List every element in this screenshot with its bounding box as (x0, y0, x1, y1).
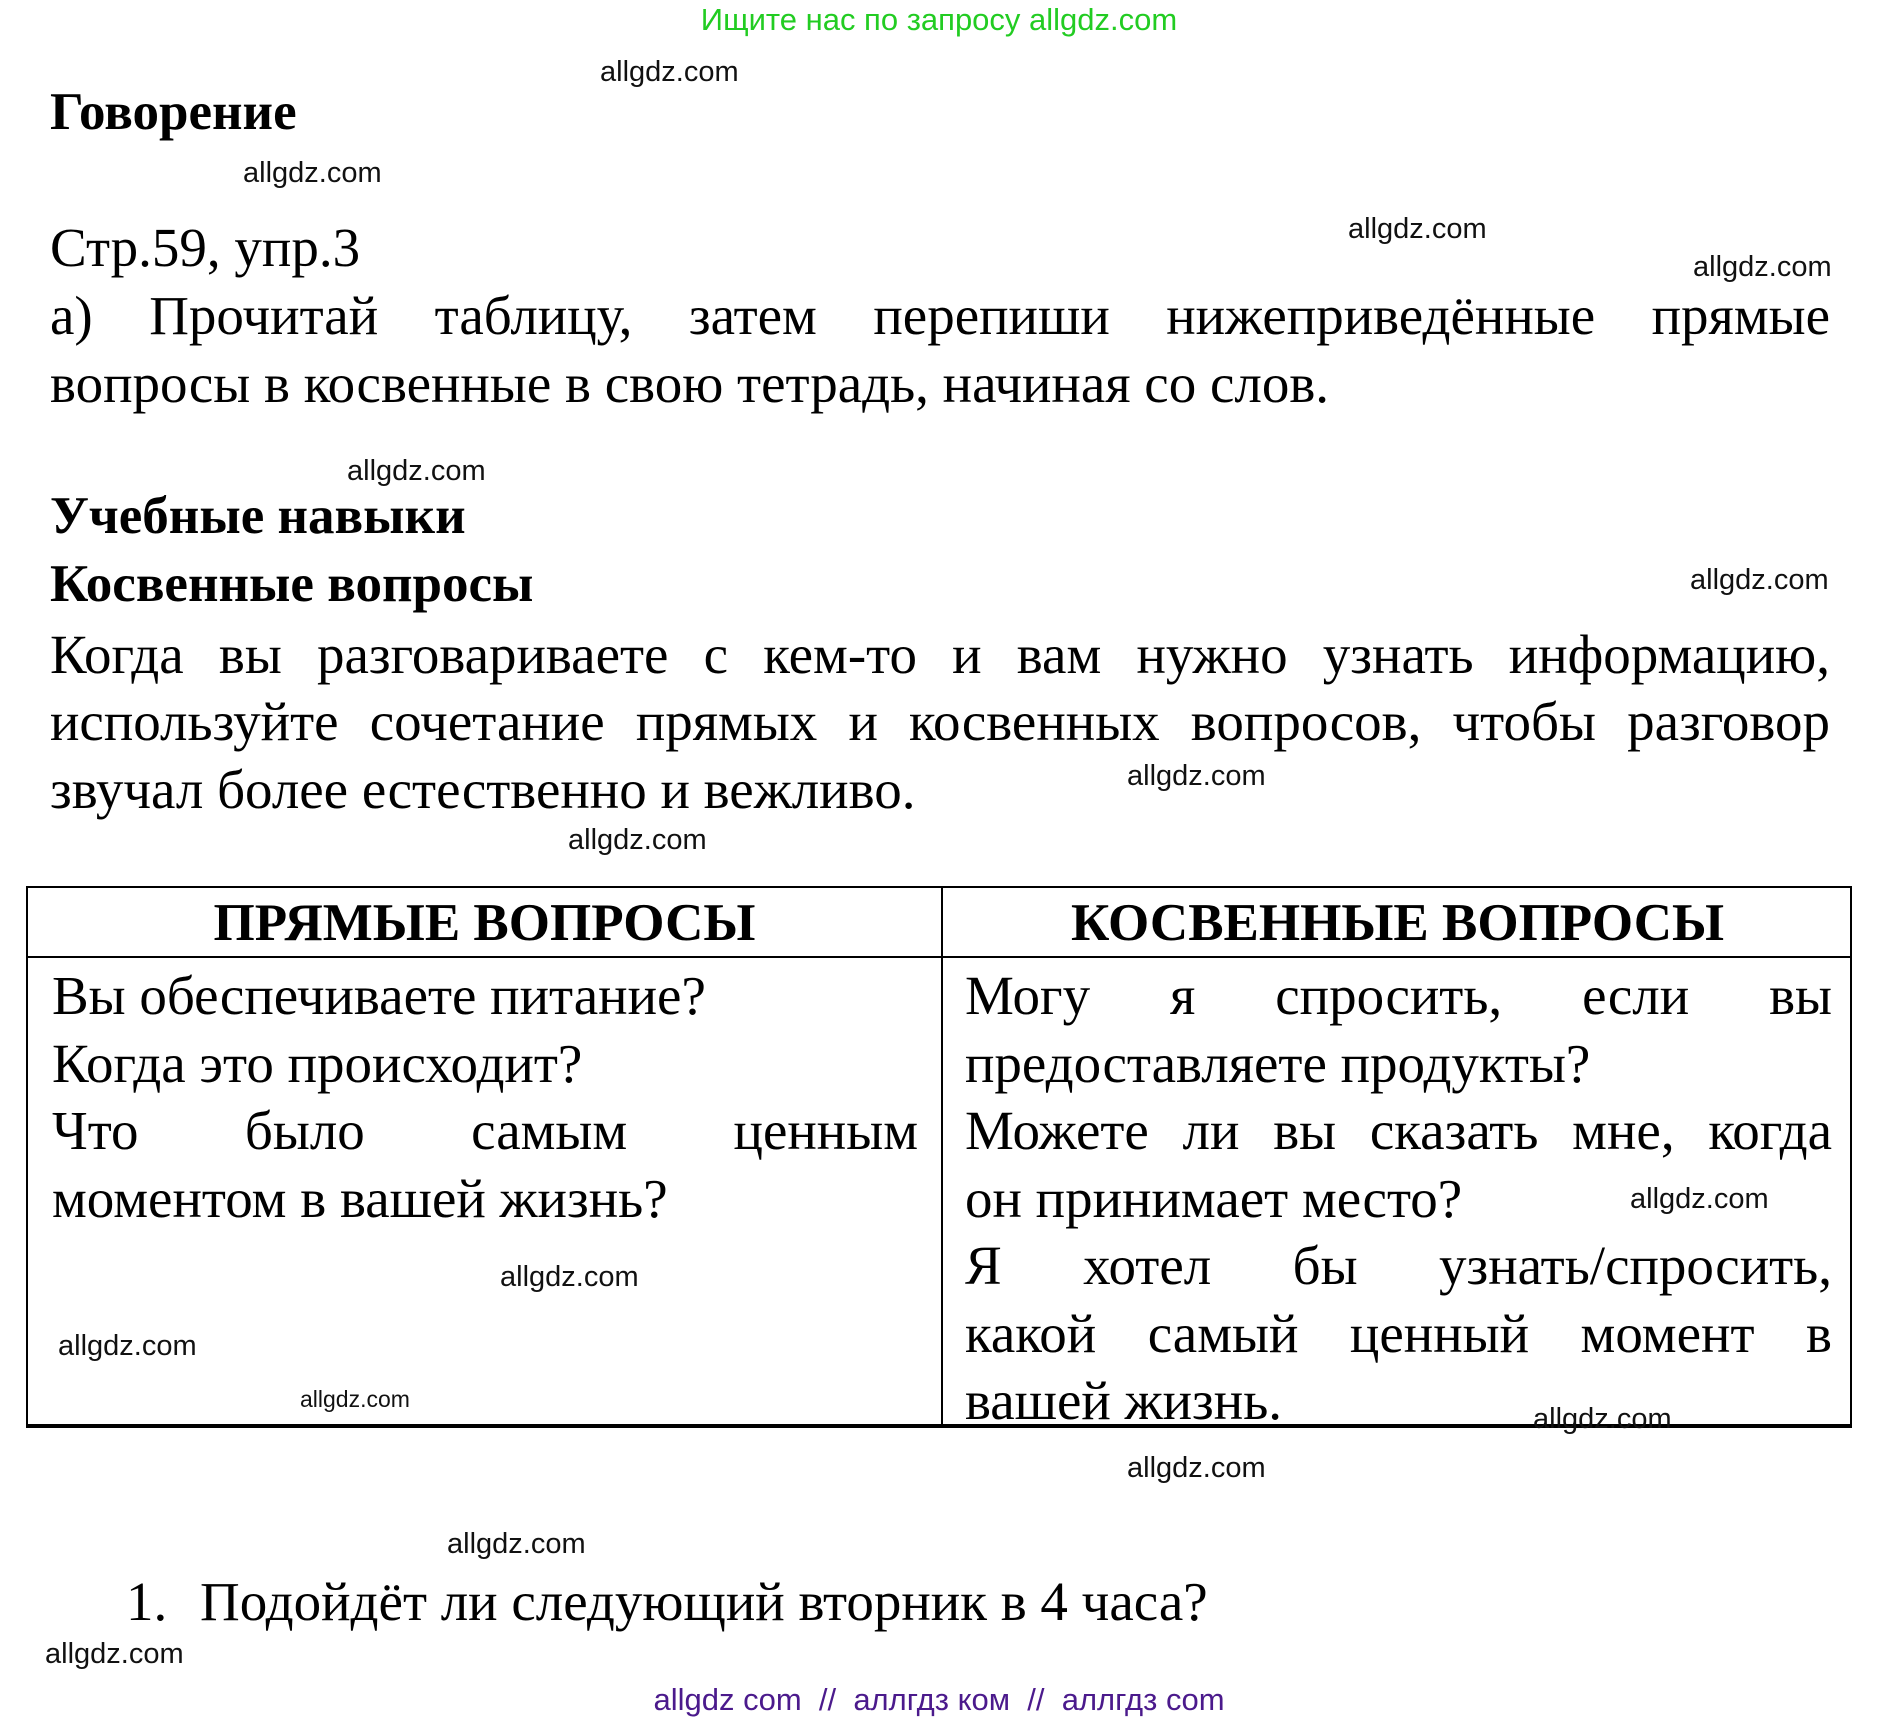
watermark: allgdz.com (447, 1528, 586, 1560)
section-title: Говорение (50, 83, 297, 141)
table-header-indirect: КОСВЕННЫЕ ВОПРОСЫ (1070, 894, 1725, 952)
header-divider (28, 956, 1850, 958)
watermark: allgdz.com (1348, 213, 1487, 245)
watermark: allgdz.com (1690, 564, 1829, 596)
watermark: allgdz.com (1693, 251, 1832, 283)
table-cell-line: Что было самым ценным (52, 1100, 918, 1161)
topic-title: Косвенные вопросы (50, 555, 534, 613)
watermark: allgdz.com (600, 56, 739, 88)
task-line: вопросы в косвенные в свою тетрадь, начиная со слов. (50, 353, 1330, 414)
questions-table (26, 886, 1852, 1431)
table-cell-line: он принимает место? (965, 1168, 1463, 1229)
table-cell-line: Можете ли вы сказать мне, когда (965, 1100, 1832, 1161)
paragraph-line: Когда вы разговариваете с кем-то и вам нужно узнать информацию, (50, 624, 1830, 685)
column-divider (941, 888, 943, 1424)
watermark: allgdz.com (243, 157, 382, 189)
watermark: allgdz.com (1533, 1403, 1672, 1435)
watermark: allgdz.com (1127, 1452, 1266, 1484)
table-cell-line: Я хотел бы узнать/спросить, (965, 1235, 1832, 1296)
table-cell-line: моментом в вашей жизнь? (52, 1168, 668, 1229)
paragraph-line: звучал более естественно и вежливо. (50, 759, 916, 820)
header-banner: Ищите нас по запросу allgdz.com (700, 2, 1178, 37)
watermark: allgdz.com (58, 1330, 197, 1362)
table-cell-line: Могу я спросить, если вы (965, 965, 1832, 1026)
watermark: allgdz.com (300, 1386, 410, 1412)
watermark: allgdz.com (347, 455, 486, 487)
footer-banner-text: allgdz com // аллгдз ком // аллгдз com (653, 1682, 1225, 1717)
footer-banner (0, 1682, 1878, 1718)
table-cell-line: какой самый ценный момент в (965, 1303, 1832, 1364)
watermark: allgdz.com (568, 824, 707, 856)
watermark: allgdz.com (1127, 760, 1266, 792)
watermark: allgdz.com (45, 1638, 184, 1670)
table-header-direct: ПРЯМЫЕ ВОПРОСЫ (213, 894, 756, 952)
exercise-ref: Стр.59, упр.3 (50, 217, 361, 278)
task-line: а) Прочитай таблицу, затем перепиши нижеприведённые прямые (50, 285, 1830, 346)
table-cell-line: Вы обеспечиваете питание? (52, 965, 706, 1026)
paragraph-line: используйте сочетание прямых и косвенных вопросов, чтобы разговор (50, 691, 1830, 752)
table-cell-line: предоставляете продукты? (965, 1033, 1591, 1094)
list-item-number: 1. (126, 1571, 168, 1632)
watermark: allgdz.com (1630, 1183, 1769, 1215)
table-cell-line: вашей жизнь. (965, 1370, 1283, 1431)
skills-title: Учебные навыки (50, 487, 466, 545)
table-cell-line: Когда это происходит? (52, 1033, 583, 1094)
list-item-text: Подойдёт ли следующий вторник в 4 часа? (200, 1571, 1208, 1632)
watermark: allgdz.com (500, 1261, 639, 1293)
